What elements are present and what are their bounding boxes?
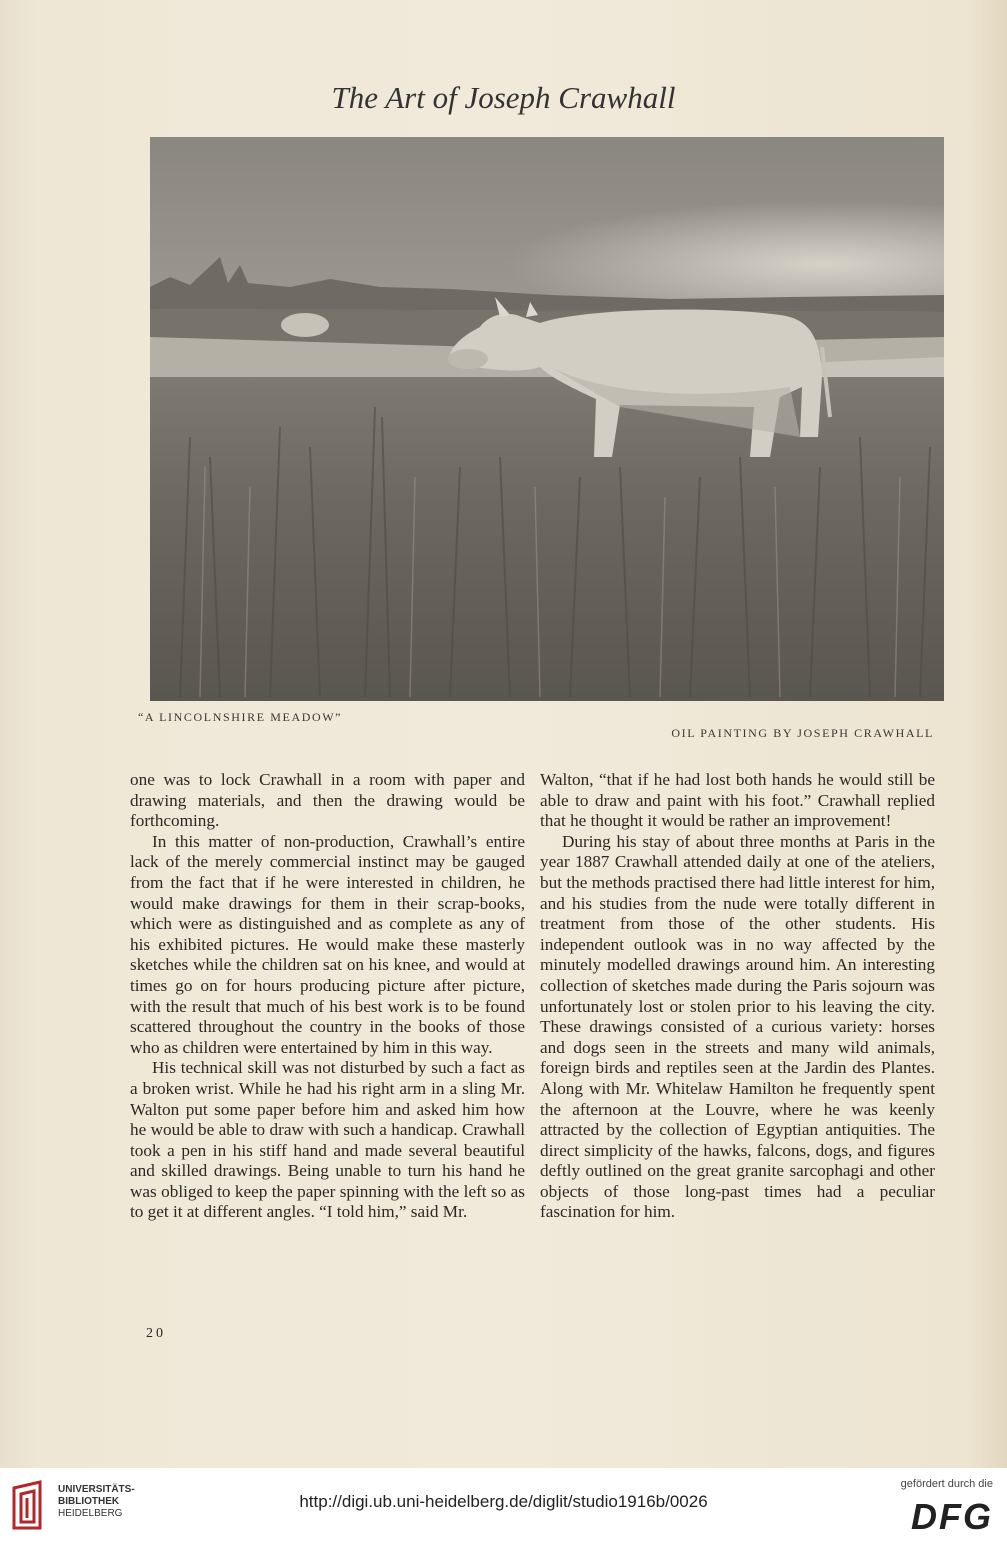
figure-credit: OIL PAINTING BY JOSEPH CRAWHALL [671, 726, 934, 740]
figure-title: “A LINCOLNSHIRE MEADOW” [138, 710, 343, 724]
lincolnshire-meadow-painting [150, 137, 944, 701]
library-line: HEIDELBERG [58, 1508, 123, 1519]
dfg-logo: DFG [911, 1496, 993, 1537]
paragraph: In this matter of non-production, Crawhall’s entire lack of the merely commercial instinct may be gauged from the fact that if he were interested in children, he would make drawings for them in their scrap-books, which were as distinguished and as complete as any of his exhibited pictures. He would make these masterly sketches while the children sat on his knee, and would at times go on for hours producing picture after picture, with the result that much of his best work is to be found scattered throughout the country in the books of those who as children were entertained by him in this way. [130, 831, 525, 1057]
right-text-column [540, 770, 935, 1223]
permalink-url[interactable]: http://digi.ub.uni-heidelberg.de/diglit/studio1916b/0026 [299, 1492, 708, 1511]
left-text-column [130, 770, 525, 1223]
digitization-footer [0, 1468, 1007, 1542]
paragraph: one was to lock Crawhall in a room with paper and drawing materials, and then the drawing would be forthcoming. [130, 770, 525, 831]
funding-label: gefördert durch die [900, 1478, 993, 1490]
library-line: UNIVERSITÄTS- [58, 1484, 135, 1495]
running-title: The Art of Joseph Crawhall [331, 80, 676, 115]
paragraph: His technical skill was not disturbed by such a fact as a broken wrist. While he had his right arm in a sling Mr. Walton put some paper before him and asked him how he would be able to draw with such a handicap. Crawhall took a pen in his stiff hand and made several beautiful and skilled drawings. Being unable to turn his hand he was obliged to keep the paper spinning with the left so as to get it at different angles. “I told him,” said Mr. [130, 1058, 525, 1222]
paragraph: During his stay of about three months at Paris in the year 1887 Crawhall attended daily at one of the ateliers, but the methods practised there had little interest for him, and his studies from the nude were totally different in treatment from those of the other students. His independent outlook was in no way affected by the minutely modelled drawings around him. An interesting collection of sketches made during the Paris sojourn was unfortunately lost or stolen prior to his leaving the city. These drawings consisted of a curious variety: horses and dogs seen in the streets and many wild animals, foreign birds and reptiles seen at the Jardin des Plantes. Along with Mr. Whitelaw Hamilton he frequently spent the afternoon at the Louvre, where he was keenly attracted by the collection of Egyptian antiquities. The direct simplicity of the hawks, falcons, dogs, and figures deftly outlined on the great granite sarcophagi and other objects of those long-past times had a peculiar fascination for him. [540, 831, 935, 1222]
page-number: 20 [146, 1326, 166, 1341]
library-line: BIBLIOTHEK [58, 1496, 120, 1507]
paragraph: Walton, “that if he had lost both hands he would still be able to draw and paint with his foot.” Crawhall replied that he thought it would be rather an improvement! [540, 770, 935, 831]
painting-plate [150, 137, 944, 701]
